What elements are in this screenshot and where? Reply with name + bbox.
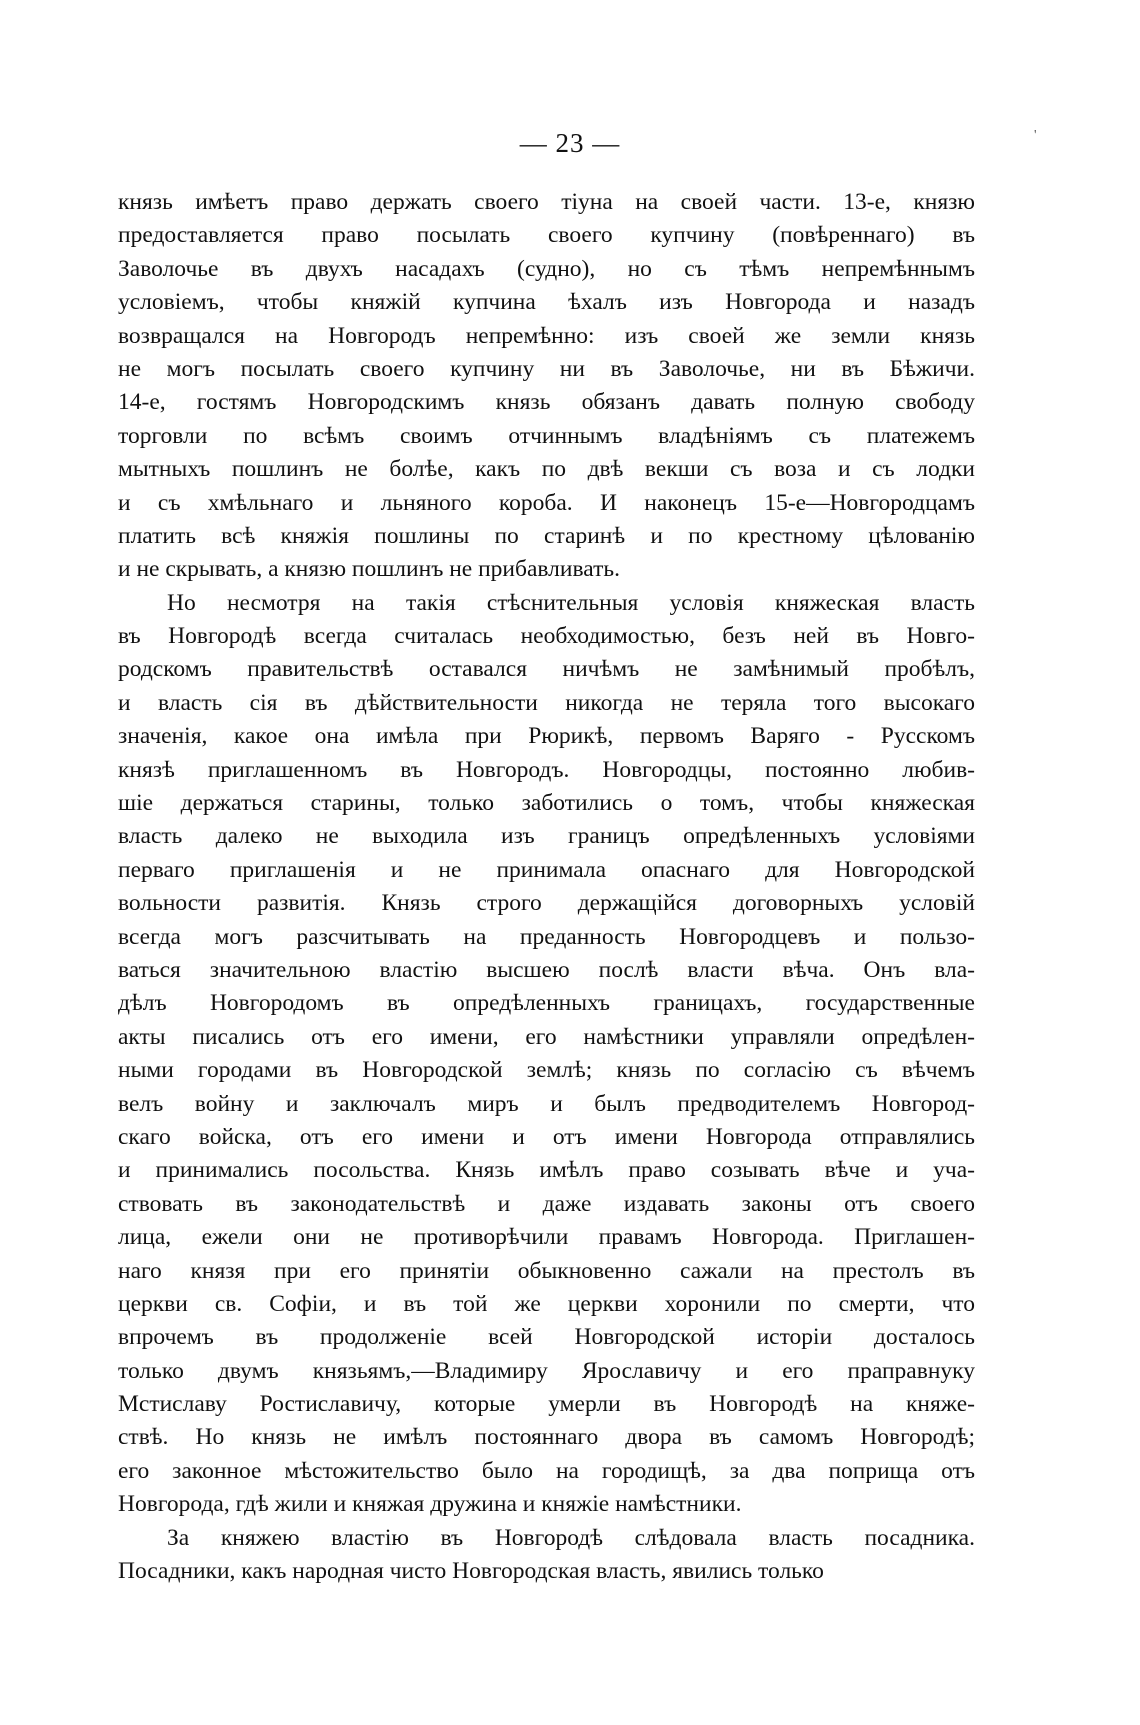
text-line: власть далеко не выходила изъ границъ опредѣленныхъ условіями — [118, 823, 975, 850]
paragraph-end-line: и не скрывать, а князю пошлинъ не прибавливать. — [118, 556, 620, 583]
text-line: ствѣ. Но князь не имѣлъ постояннаго двора въ самомъ Новгородѣ; — [118, 1424, 975, 1451]
text-line: родскомъ правительствѣ оставался ничѣмъ не замѣнимый пробѣлъ, — [118, 656, 975, 683]
paragraph-end-line: Новгорода, гдѣ жили и княжая дружина и княжіе намѣстники. — [118, 1491, 742, 1518]
text-line: ствовать въ законодательствѣ и даже издавать законы отъ своего — [118, 1190, 975, 1217]
text-line: велъ войну и заключалъ миръ и былъ предводителемъ Новгород- — [118, 1090, 975, 1117]
text-line: ными городами въ Новгородской землѣ; князь по согласію съ вѣчемъ — [118, 1057, 975, 1084]
text-line: предоставляется право посылать своего купчину (повѣреннаго) въ — [118, 222, 975, 249]
text-line: возвращался на Новгородъ непремѣнно: изъ своей же земли князь — [118, 322, 975, 349]
text-line: не могъ посылать своего купчину ни въ Заволочье, ни въ Бѣжичи. — [118, 355, 975, 382]
text-line: шіе держаться старины, только заботились о томъ, чтобы княжеская — [118, 790, 975, 817]
text-line: лица, ежели они не противорѣчили правамъ Новгорода. Приглашен- — [118, 1224, 975, 1251]
paragraph-start-line: За княжею властію въ Новгородѣ слѣдовала власть посадника. — [167, 1524, 975, 1551]
text-line: мытныхъ пошлинъ не болѣе, какъ по двѣ векши съ воза и съ лодки — [118, 456, 975, 483]
text-line: платить всѣ княжія пошлины по старинѣ и по крестному цѣлованію — [118, 522, 975, 549]
scan-mark: ' — [1034, 128, 1037, 143]
text-line: князѣ приглашенномъ въ Новгородъ. Новгородцы, постоянно любив- — [118, 756, 975, 783]
text-line: 14-е, гостямъ Новгородскимъ князь обязанъ давать полную свободу — [118, 389, 975, 416]
text-line: его законное мѣстожительство было на городищѣ, за два поприща отъ — [118, 1457, 975, 1484]
text-line: значенія, какое она имѣла при Рюрикѣ, первомъ Варяго - Русскомъ — [118, 723, 975, 750]
text-line: Заволочье въ двухъ насадахъ (судно), но съ тѣмъ непремѣннымъ — [118, 255, 975, 282]
text-line: перваго приглашенія и не принимала опаснаго для Новгородской — [118, 856, 975, 883]
body-text — [118, 186, 975, 1588]
text-line: всегда могъ разсчитывать на преданность Новгородцевъ и пользо- — [118, 923, 975, 950]
text-line: и принимались посольства. Князь имѣлъ право созывать вѣче и уча- — [118, 1157, 975, 1184]
text-line: впрочемъ въ продолженіе всей Новгородской исторіи досталось — [118, 1324, 975, 1351]
text-line: условіемъ, чтобы княжій купчина ѣхалъ изъ Новгорода и назадъ — [118, 289, 975, 316]
text-line: акты писались отъ его имени, его намѣстники управляли опредѣлен- — [118, 1023, 975, 1050]
text-line: только двумъ князьямъ,—Владимиру Ярославичу и его праправнуку — [118, 1357, 975, 1384]
text-line: дѣлъ Новгородомъ въ опредѣленныхъ границахъ, государственные — [118, 990, 975, 1017]
text-line: вольности развитія. Князь строго держащійся договорныхъ условій — [118, 890, 975, 917]
text-line: Посадники, какъ народная чисто Новгородская власть, явились только — [118, 1558, 824, 1585]
text-line: въ Новгородѣ всегда считалась необходимостью, безъ ней въ Новго- — [118, 623, 975, 650]
text-line: ваться значительною властію высшею послѣ власти вѣча. Онъ вла- — [118, 956, 975, 983]
text-line: и съ хмѣльнаго и льняного короба. И наконецъ 15-е—Новгородцамъ — [118, 489, 975, 516]
text-line: и власть сія въ дѣйствительности никогда не теряла того высокаго — [118, 689, 975, 716]
text-line: торговли по всѣмъ своимъ отчиннымъ владѣніямъ съ платежемъ — [118, 422, 975, 449]
page-number: — 23 — — [519, 128, 621, 158]
text-line: наго князя при его принятіи обыкновенно сажали на престолъ въ — [118, 1257, 975, 1284]
text-line: Мстиславу Ростиславичу, которые умерли въ Новгородѣ на княже- — [118, 1391, 975, 1418]
paragraph-start-line: Но несмотря на такія стѣснительныя условія княжеская власть — [167, 589, 975, 616]
text-line: скаго войска, отъ его имени и отъ имени Новгорода отправлялись — [118, 1123, 975, 1150]
text-line: церкви св. Софіи, и въ той же церкви хоронили по смерти, что — [118, 1290, 975, 1317]
text-line: князь имѣетъ право держать своего тіуна на своей части. 13-е, князю — [118, 189, 975, 215]
